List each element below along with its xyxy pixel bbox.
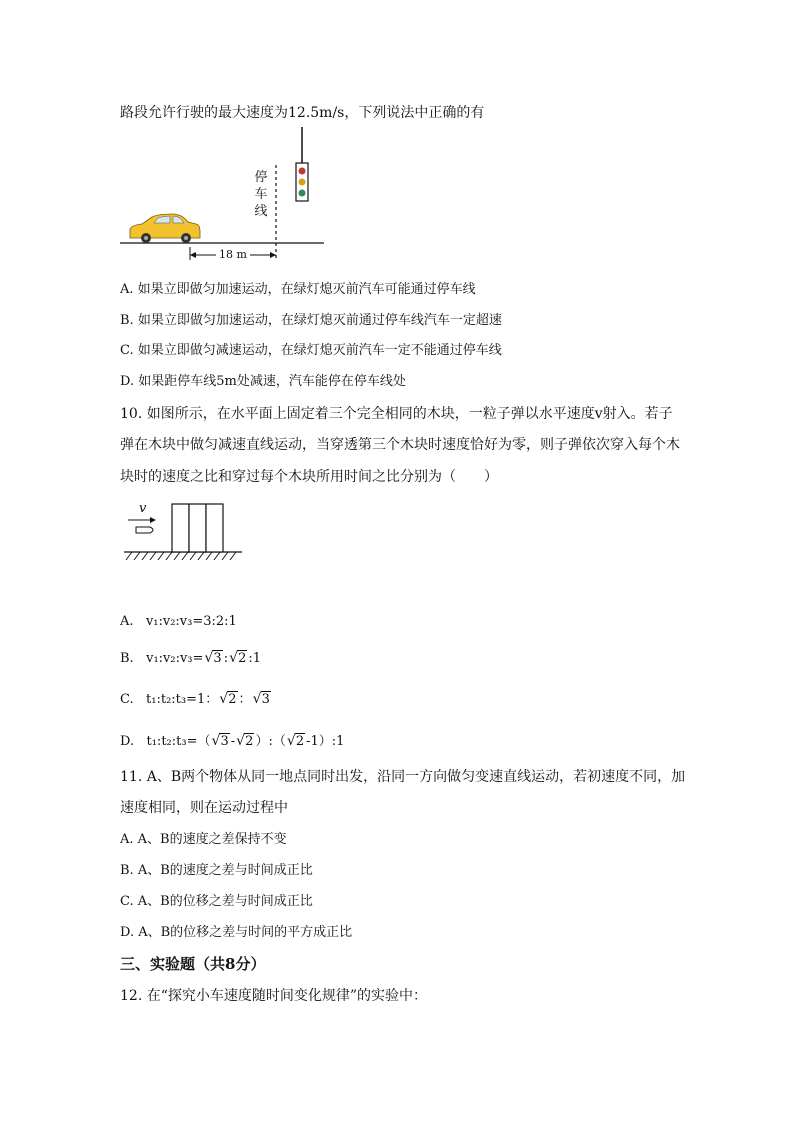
q11-option-a: A. A、B的速度之差保持不变 (120, 832, 287, 847)
q10-line-1: 10. 如图所示，在水平面上固定着三个完全相同的木块，一粒子弹以水平速度v射入。若子 (120, 406, 673, 422)
traffic-light-figure (118, 125, 328, 265)
distance-label: 18 m (219, 248, 247, 261)
option-text: v₁:v₂:v₃= (146, 651, 204, 666)
option-letter: C. (120, 692, 134, 707)
q10-option-b (120, 649, 261, 669)
q11-option-b: B. A、B的速度之差与时间成正比 (120, 863, 313, 878)
q10-line-3: 块时的速度之比和穿过每个木块所用时间之比分别为（ ） (120, 469, 498, 485)
q12-line: 12. 在“探究小车速度随时间变化规律”的实验中： (120, 988, 428, 1004)
wood-block-1 (172, 504, 189, 552)
q10-option-a (120, 612, 237, 632)
bullet-icon (136, 527, 153, 533)
traffic-figure-svg (118, 125, 328, 265)
wood-block-3 (206, 504, 223, 552)
option-text: t₁:t₂:t₃=（ (146, 734, 211, 749)
sqrt-3: √ 3 (211, 732, 229, 752)
q11-option-d: D. A、B的位移之差与时间的平方成正比 (120, 925, 353, 940)
velocity-label: v (139, 501, 147, 516)
q10-line-2: 弹在木块中做匀减速直线运动，当穿透第三个木块时速度恰好为零，则子弹依次穿入每个木 (120, 437, 680, 453)
car-icon (130, 214, 200, 243)
q10-option-d (120, 732, 344, 752)
sqrt-3: √ 3 (253, 690, 271, 710)
q11-line-2: 速度相同，则在运动过程中 (120, 800, 288, 816)
option-letter: A. (120, 614, 134, 629)
q11-option-c: C. A、B的位移之差与时间成正比 (120, 894, 313, 909)
sqrt-2: √ 2 (219, 690, 237, 710)
yellow-light-icon (299, 179, 306, 186)
option-letter: D. (120, 734, 135, 749)
q9-option-b: B. 如果立即做匀加速运动，在绿灯熄灭前通过停车线汽车一定超速 (120, 313, 502, 328)
minus-sign: - (230, 734, 236, 749)
ratio-tail: :1 (248, 651, 262, 666)
ground-hatch (126, 552, 236, 560)
option-letter: B. (120, 651, 134, 666)
bullet-block-figure (122, 498, 247, 566)
intro-line: 路段允许行驶的最大速度为12.5m/s，下列说法中正确的有 (120, 105, 485, 121)
q9-option-a: A. 如果立即做匀加速运动，在绿灯熄灭前汽车可能通过停车线 (120, 282, 476, 297)
sqrt-2-second: √ 2 (287, 732, 305, 752)
sqrt-2: √ 2 (236, 732, 254, 752)
ratio-sep: ： (238, 692, 252, 707)
option-text: t₁:t₂:t₃=1： (146, 692, 219, 707)
option-text: v₁:v₂:v₃=3:2:1 (145, 614, 237, 629)
ratio-tail: -1）:1 (306, 734, 345, 749)
ratio-sep: : (223, 651, 229, 666)
ratio-mid: ）:（ (255, 734, 286, 749)
green-light-icon (299, 190, 306, 197)
sqrt-3: √ 3 (204, 649, 222, 669)
stop-line-label: 停车线 (254, 170, 268, 219)
q10-option-c (120, 690, 272, 710)
q9-option-c: C. 如果立即做匀减速运动，在绿灯熄灭前汽车一定不能通过停车线 (120, 343, 502, 358)
sqrt-2: √ 2 (229, 649, 247, 669)
wood-block-2 (189, 504, 206, 552)
section-heading: 三、实验题（共8分） (120, 955, 266, 973)
q11-line-1: 11. A、B两个物体从同一地点同时出发，沿同一方向做匀变速直线运动，若初速度不同，加 (120, 769, 686, 785)
red-light-icon (299, 168, 306, 175)
q9-option-d: D. 如果距停车线5m处减速，汽车能停在停车线处 (120, 374, 406, 389)
